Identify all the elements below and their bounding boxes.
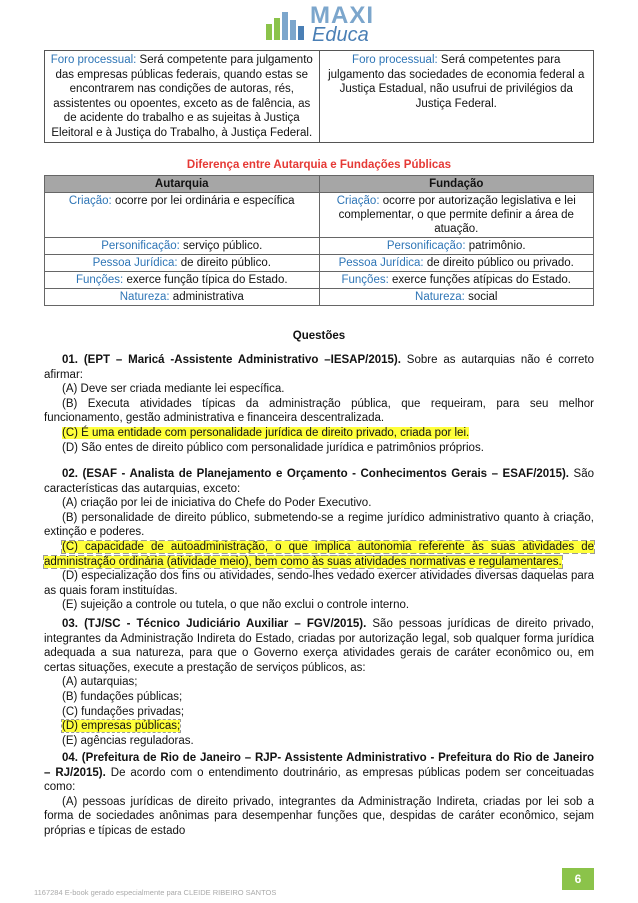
question-3 [44, 617, 594, 748]
cell-text: de direito público ou privado. [423, 257, 574, 269]
question-1-option-a: (A) Deve ser criada mediante lei específica. [62, 383, 285, 396]
table-row [45, 272, 594, 289]
footer-watermark: 1167284 E-book gerado especialmente para CLEIDE RIBEIRO SANTOS [34, 888, 277, 897]
page-number: 6 [562, 868, 594, 890]
cell-text: social [464, 291, 498, 303]
cell-label: Funções: [75, 274, 124, 286]
foro-table [44, 50, 594, 143]
logo-bars-icon [266, 10, 306, 40]
cell-label: Personificação: [386, 240, 466, 252]
question-1 [44, 353, 594, 455]
question-3-head: 03. (TJ/SC - Técnico Judiciário Auxiliar – FGV/2015). [62, 618, 367, 630]
logo-educa-text: Educa [312, 24, 369, 46]
question-3-option-a: (A) autarquias; [62, 676, 138, 689]
diff-table [44, 175, 594, 306]
logo-maxi-text: MAXI [310, 2, 374, 29]
table-row [45, 255, 594, 272]
cell-label: Natureza: [119, 291, 170, 303]
questions-title: Questões [292, 330, 346, 342]
diff-title: Diferença entre Autarquia e Fundações Públicas [186, 159, 452, 171]
table-row [45, 289, 594, 306]
cell-text: exerce função típica do Estado. [123, 274, 288, 286]
question-1-head: 01. (EPT – Maricá -Assistente Administrativo –IESAP/2015). [62, 354, 401, 366]
question-3-option-b: (B) fundações públicas; [62, 690, 183, 703]
maxi-educa-logo [262, 2, 382, 48]
table-row [45, 238, 594, 255]
foro-right-label: Foro processual: [352, 54, 438, 66]
question-2-option-c: (C) capacidade de autoadministração, o que implica autonomia referente às suas atividades de administração ordinária (atividade meio), bem como às suas atividades normativas e regulamentares. [44, 540, 594, 568]
cell-text: serviço público. [179, 240, 263, 252]
question-3-text: São pessoas jurídicas de direito privado, integrantes da Administração Indireta do Estado, criadas por autorização legal, sob qualquer forma jurídica adequada a sua natureza, para que o Governo exerça atividades gerais de caráter econômico ou, em certas situações, execute a prestação de serviços públicos, as: [44, 618, 594, 674]
cell-text: de direito público. [177, 257, 271, 269]
question-1-option-c: (C) É uma entidade com personalidade jurídica de direito privado, criada por lei. [62, 426, 470, 439]
question-4-option-a: (A) pessoas jurídicas de direito privado, integrantes da Administração Indireta, criadas por lei sob a forma de sociedades anônimas para desempenhar funções que, despidas de caráter econômico, sejam próprias e típicas de estado [44, 795, 594, 837]
cell-text: administrativa [169, 291, 244, 303]
diff-header-fundacao: Fundação [319, 176, 594, 193]
cell-text: ocorre por lei ordinária e específica [111, 195, 295, 207]
question-2-option-a: (A) criação por lei de iniciativa do Chefe do Poder Executivo. [62, 497, 372, 510]
cell-label: Pessoa Jurídica: [92, 257, 178, 269]
cell-label: Pessoa Jurídica: [338, 257, 424, 269]
cell-label: Funções: [341, 274, 389, 286]
foro-left-text: Será competente para julgamento das empresas públicas federais, quando estas se encontrarem nas condições de autoras, rés, assistentes ou opoentes, exceto as de falência, as de acidente do trabalho e as sujeitas à Justiça Eleitoral e à Justiça do Trabalho, à Justiça Federal. [51, 54, 313, 139]
cell-text: ocorre por autorização legislativa e lei complementar, o que permite definir a área de atuação. [338, 195, 576, 235]
question-1-option-b: (B) Executa atividades típicas da administração pública, que requeiram, para seu melhor funcionamento, gestão administrativa e financeira descentralizada. [44, 397, 594, 425]
question-2-option-d: (D) especialização dos fins ou atividades, sendo-lhes vedado exercer atividades diversas daquelas para as quais foram instituídas. [44, 570, 594, 597]
question-3-option-d: (D) empresas públicas; [62, 720, 181, 733]
question-3-option-c: (C) fundações privadas; [62, 705, 185, 718]
cell-label: Criação: [336, 195, 380, 207]
diff-header-autarquia: Autarquia [45, 176, 320, 193]
question-1-text: Sobre as autarquias não é correto afirmar: [44, 354, 594, 381]
cell-label: Natureza: [415, 291, 465, 303]
question-2-option-b: (B) personalidade de direito público, submetendo-se a regime jurídico administrativo quanto à criação, extinção e poderes. [44, 511, 594, 539]
foro-right-text: Será competentes para julgamento das sociedades de economia federal a Justiça Estadual, não usufrui de privilégios da Justiça Federal. [328, 54, 585, 110]
foro-left-cell [45, 51, 320, 143]
question-2-text: São características das autarquias, exceto: [44, 468, 594, 495]
cell-text: patrimônio. [465, 240, 526, 252]
cell-text: exerce funções atípicas do Estado. [388, 274, 571, 286]
table-row [45, 193, 594, 238]
question-4-head: 04. (Prefeitura de Rio de Janeiro – RJP- Assistente Administrativo - Prefeitura do Rio de Janeiro – RJ/2015). [44, 752, 594, 779]
foro-left-label: Foro processual: [50, 54, 137, 66]
question-2-head: 02. (ESAF - Analista de Planejamento e Orçamento - Conhecimentos Gerais – ESAF/2015). [62, 468, 569, 480]
question-3-option-e: (E) agências reguladoras. [62, 734, 194, 747]
question-4 [44, 751, 594, 839]
cell-label: Criação: [68, 195, 112, 207]
question-1-option-d: (D) São entes de direito público com personalidade jurídica e patrimônios próprios. [62, 441, 484, 454]
question-2 [44, 467, 594, 613]
cell-label: Personificação: [101, 240, 180, 252]
foro-right-cell [319, 51, 594, 143]
question-2-option-e: (E) sujeição a controle ou tutela, o que não exclui o controle interno. [62, 599, 410, 612]
question-4-text: De acordo com o entendimento doutrinário, as empresas públicas podem ser conceituadas como: [44, 766, 594, 794]
